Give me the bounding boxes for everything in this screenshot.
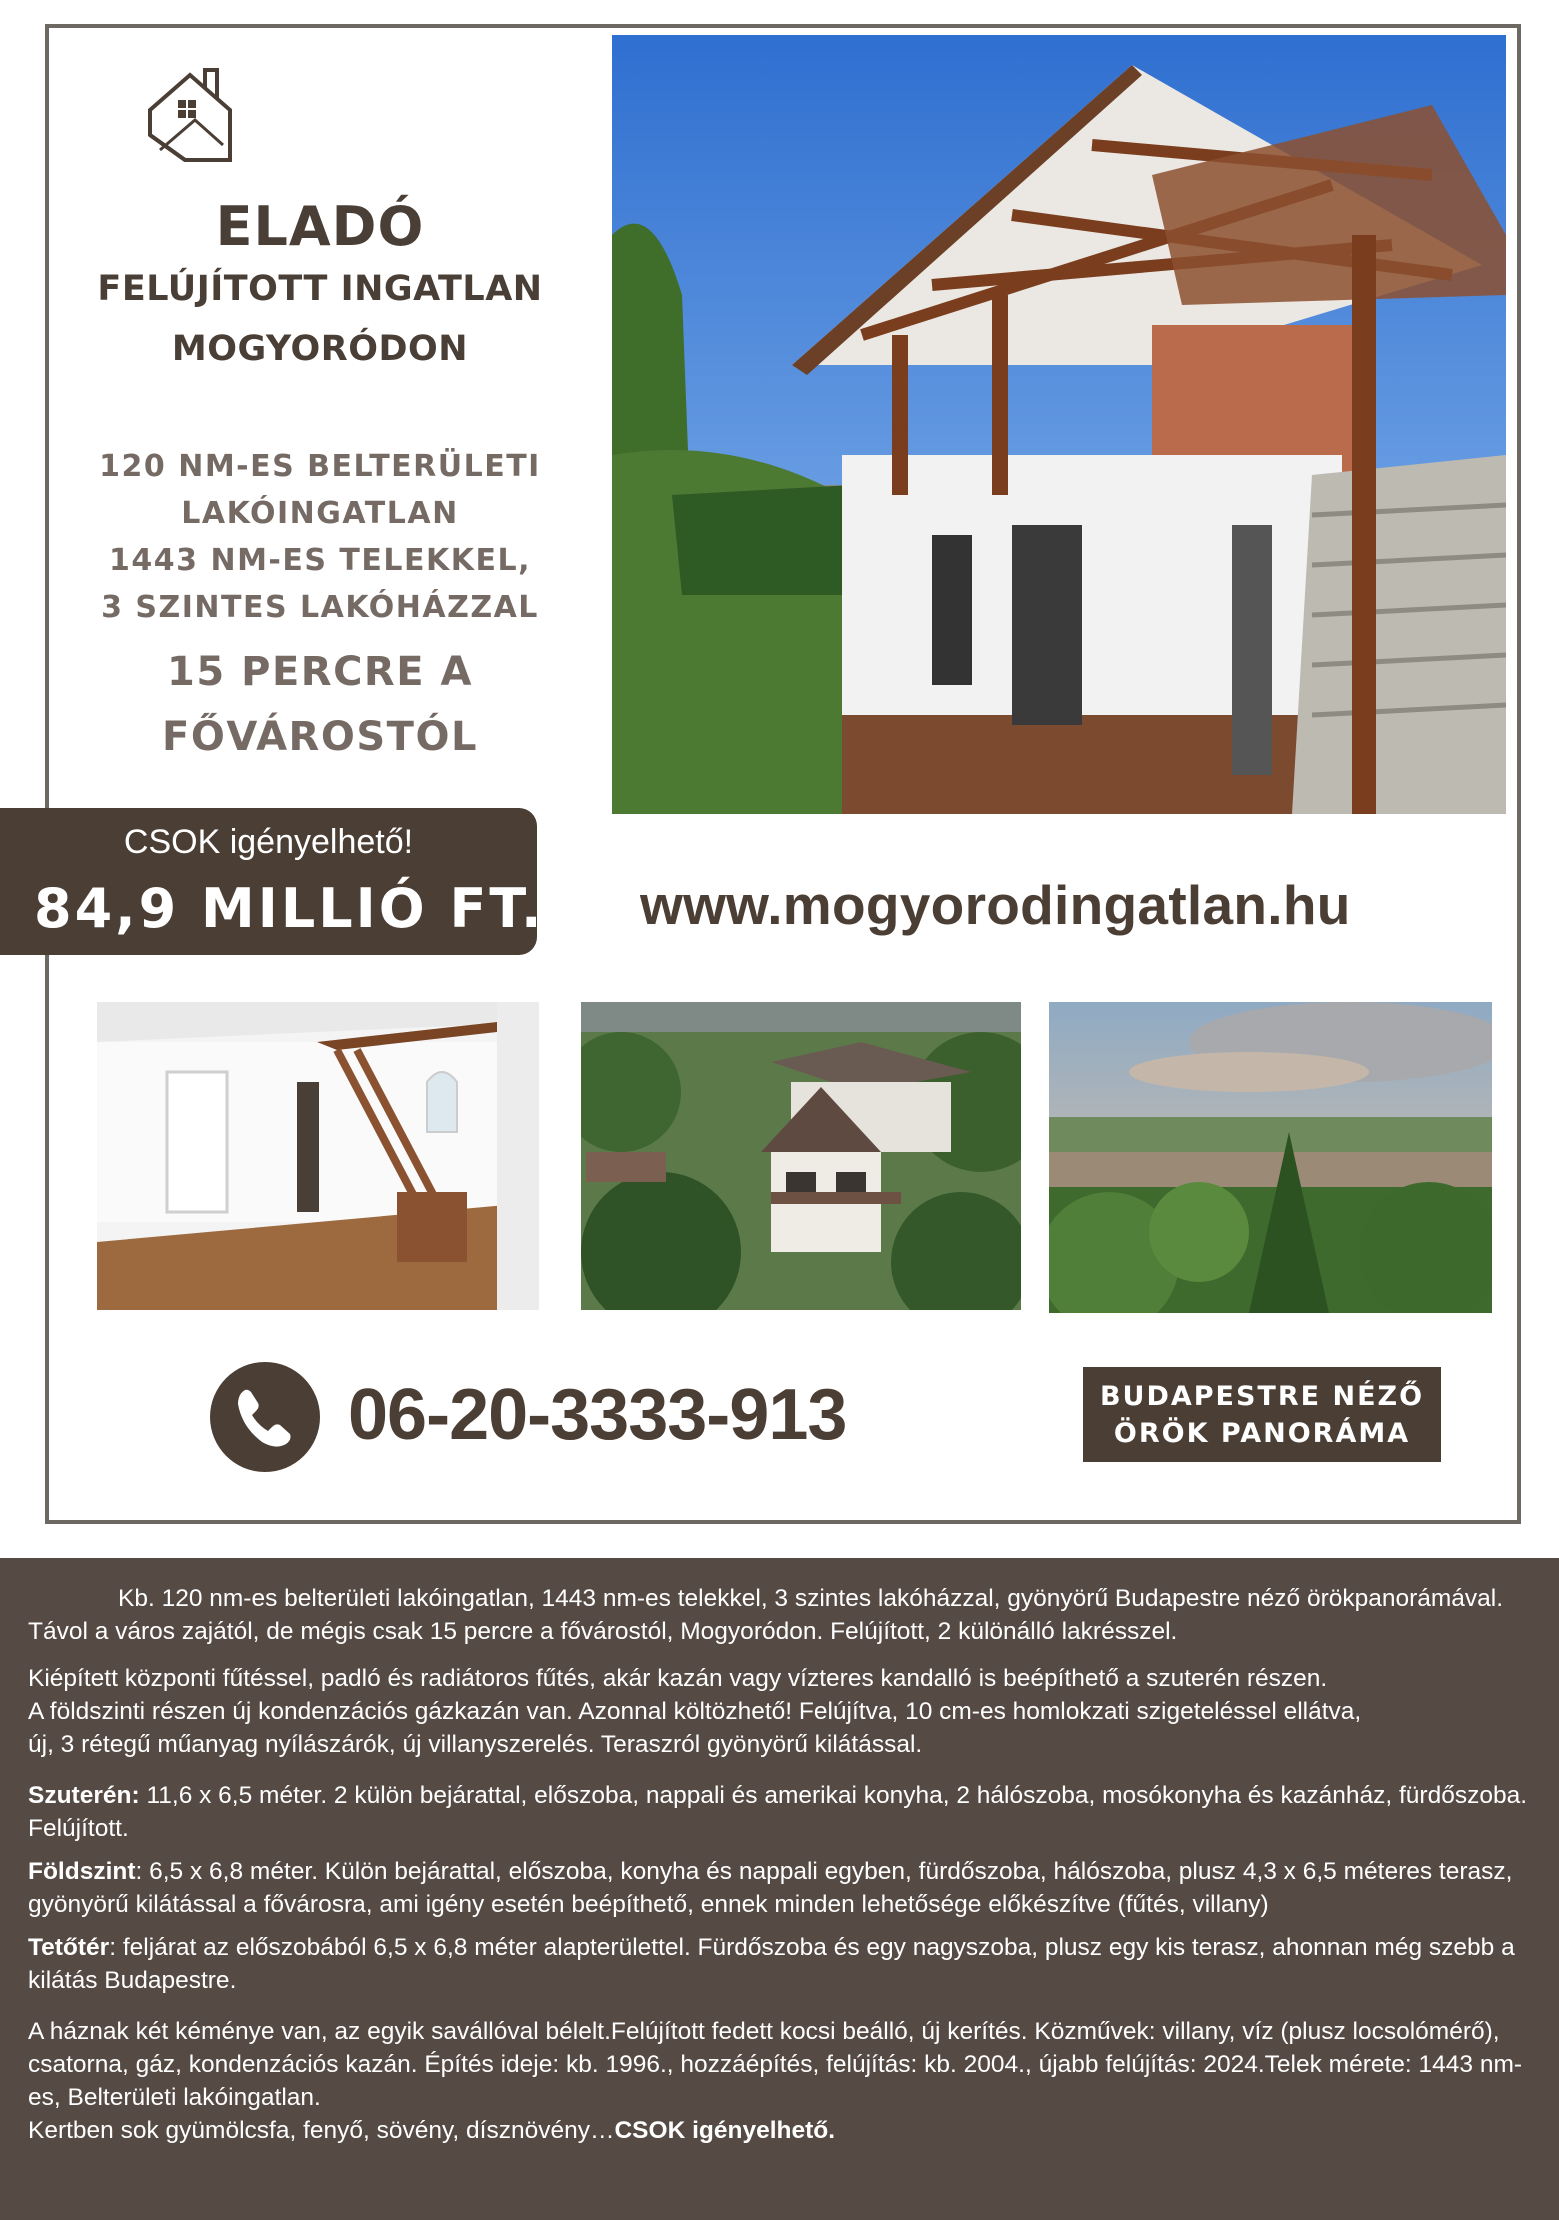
distance-line-2: FŐVÁROSTÓL	[162, 714, 478, 760]
interior-photo	[97, 1002, 539, 1310]
price-value: 84,9 MILLIÓ FT.	[34, 877, 545, 940]
garden-text: Kertben sok gyümölcsfa, fenyő, sövény, dísznövény…	[28, 2117, 615, 2144]
phone-number[interactable]: 06-20-3333-913	[348, 1375, 847, 1455]
garden-csok: CSOK igényelhető.	[614, 2117, 836, 2144]
csok-label: CSOK igényelhető!	[123, 823, 414, 861]
description-panel	[0, 1558, 1559, 2220]
description-utilities: A háznak két kéménye van, az egyik savállóval bélelt.Felújított fedett kocsi beálló, új kerítés. Közművek: villany, víz (plusz locsolómérő), csatorna, gáz, kondenzációs kazán. Építés ideje: kb. 1996., hozzáépítés, felújítás: kb. 2004., újabb felújítás: 2024.Telek mérete: 1443 nm-es, Belterületi lakóingatlan.	[28, 2018, 1523, 2111]
description-intro: Kb. 120 nm-es belterületi lakóingatlan, 1443 nm-es telekkel, 3 szintes lakóházzal, gyönyörű Budapestre néző örökpanorámával. Távol a város zajától, de mégis csak 15 percre a fővárostól, Mogyoródon. Felújított, 2 különálló lakrésszel.	[28, 1585, 1504, 1645]
panorama-badge	[1083, 1367, 1441, 1462]
house-logo-icon	[145, 60, 235, 170]
website-link[interactable]: www.mogyorodingatlan.hu	[640, 874, 1351, 936]
panorama-photo	[1049, 1002, 1492, 1313]
panorama-badge-line-1: BUDAPESTRE NÉZŐ	[1099, 1381, 1425, 1412]
spec-line-1: 120 NM-ES BELTERÜLETI	[99, 449, 541, 484]
subtitle-line-2: MOGYORÓDON	[171, 329, 469, 369]
spec-block	[60, 443, 580, 631]
panorama-badge-line-2: ÖRÖK PANORÁMA	[1113, 1418, 1411, 1449]
spec-line-3: 1443 NM-ES TELEKKEL,	[109, 543, 531, 578]
tetoter-text: : feljárat az előszobából 6,5 x 6,8 méter alapterülettel. Fürdőszoba és egy nagyszoba, plusz egy kis terasz, ahonnan még szebb a kilátás Budapestre.	[28, 1934, 1515, 1994]
foldszint-label: Földszint	[28, 1858, 136, 1885]
price-box	[0, 808, 545, 955]
aerial-photo	[581, 1002, 1021, 1310]
description-foldszint	[28, 1855, 1547, 1921]
spec-line-4: 3 SZINTES LAKÓHÁZZAL	[101, 590, 539, 625]
distance-block	[60, 640, 580, 770]
description-heating-line-3: új, 3 rétegű műanyag nyílászárók, új villanyszerelés. Teraszról gyönyörű kilátással.	[28, 1731, 923, 1758]
description-szuteren	[28, 1779, 1547, 1845]
phone-icon	[210, 1362, 320, 1472]
subtitle-line-1: FELÚJÍTOTT INGATLAN	[97, 269, 543, 309]
tetoter-label: Tetőtér	[28, 1934, 110, 1961]
spec-line-2: LAKÓINGATLAN	[181, 496, 459, 531]
title-block	[60, 195, 580, 379]
description-heating-line-1: Kiépített központi fűtéssel, padló és radiátoros fűtés, akár kazán vagy vízteres kandalló is beépíthető a szuterén részen.	[28, 1665, 1328, 1692]
distance-line-1: 15 PERCRE A	[167, 649, 473, 695]
description-garden	[28, 2114, 1547, 2147]
foldszint-text: : 6,5 x 6,8 méter. Külön bejárattal, előszoba, konyha és nappali egyben, fürdőszoba, hálószoba, plusz 4,3 x 6,5 méteres terasz, gyönyörű kilátással a fővárosra, ami igény esetén beépíthető, ennek minden lehetősége előkészítve (fűtés, villany)	[28, 1858, 1513, 1918]
description-heating-line-2: A földszinti részen új kondenzációs gázkazán van. Azonnal költözhető! Felújítva, 10 cm-es homlokzati szigeteléssel ellátva,	[28, 1698, 1362, 1725]
szuteren-label: Szuterén:	[28, 1782, 140, 1809]
house-main-photo	[612, 35, 1506, 814]
page-title: ELADÓ	[215, 195, 425, 258]
description-tetoter	[28, 1931, 1547, 1997]
szuteren-text: 11,6 x 6,5 méter. 2 külön bejárattal, előszoba, nappali és amerikai konyha, 2 hálószoba, mosókonyha és kazánház, fürdőszoba. Felújított.	[28, 1782, 1528, 1842]
description-heating	[28, 1662, 1547, 1761]
